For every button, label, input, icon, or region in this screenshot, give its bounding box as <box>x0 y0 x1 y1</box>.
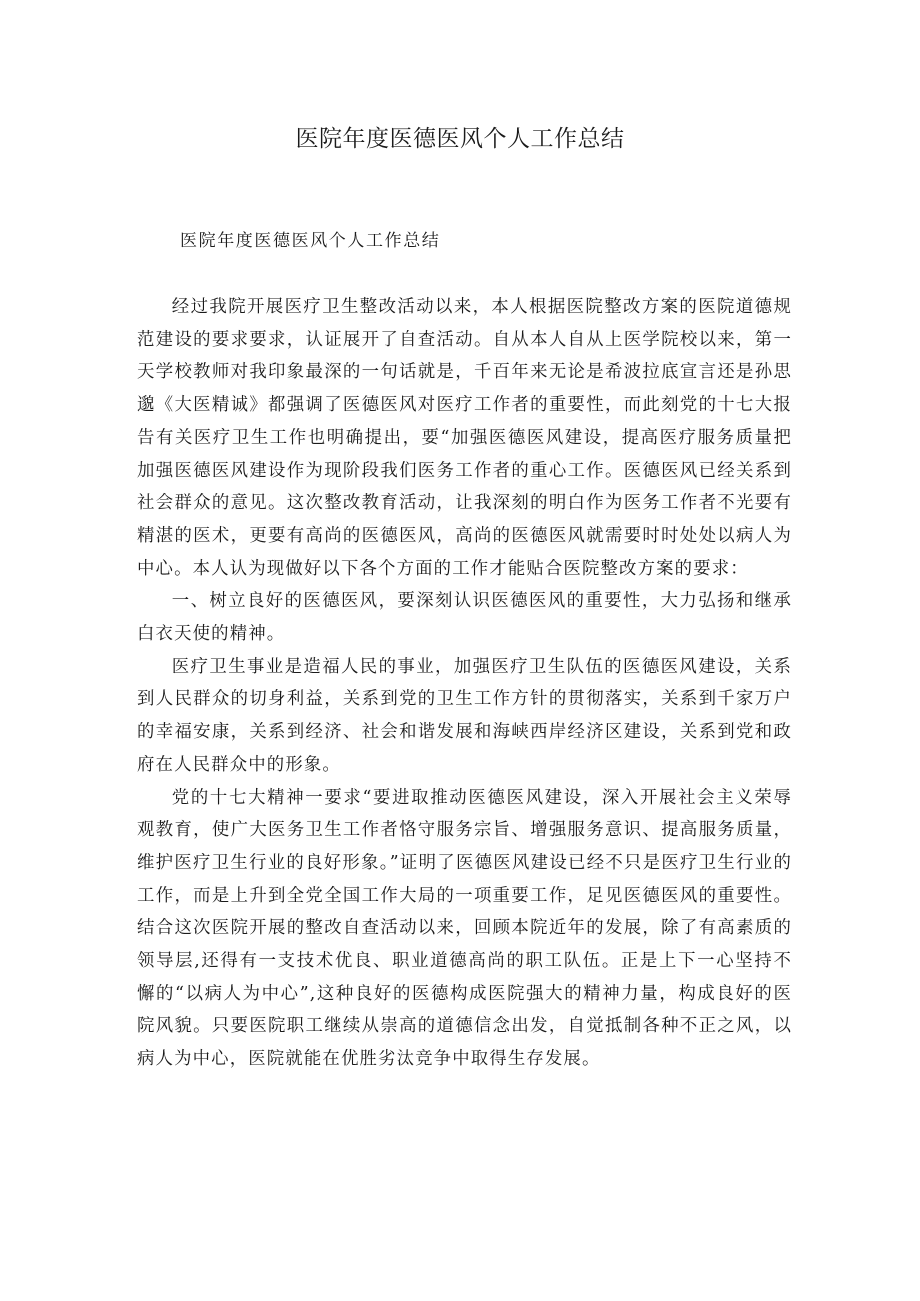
paragraph-section-one-heading: 一、树立良好的医德医风，要深刻认识医德医风的重要性，大力弘扬和继承白衣天使的精神。 <box>137 591 792 645</box>
paragraph-intro: 经过我院开展医疗卫生整改活动以来，本人根据医院整改方案的医院道德规范建设的要求要求，认证展开了自查活动。自从本人自从上医学院校以来，第一天学校教师对我印象最深的一句话就是，千百年来无论是希波拉底宣言还是孙思邈《大医精诚》都强调了医德医风对医疗工作者的重要性，而此刻党的十七大报告有关医疗卫生工作也明确提出，要“加强医德医风建设，提高医疗服务质量把加强医德医风建设作为现阶段我们医务工作者的重心工作。医德医风已经关系到社会群众的意见。这次整改教育活动，让我深刻的明白作为医务工作者不光要有精湛的医术，更要有高尚的医德医风，高尚的医德医风就需要时时处处以病人为中心。本人认为现做好以下各个方面的工作才能贴合医院整改方案的要求： <box>137 297 792 579</box>
document-body <box>137 291 792 1076</box>
paragraph-party-congress: 党的十七大精神一要求“要进取推动医德医风建设，深入开展社会主义荣辱观教育，使广大医务卫生工作者恪守服务宗旨、增强服务意识、提高服务质量，维护医疗卫生行业的良好形象。”证明了医德医风建设已经不只是医疗卫生行业的工作，而是上升到全党全国工作大局的一项重要工作，足见医德医风的重要性。结合这次医院开展的整改自查活动以来，回顾本院近年的发展，除了有高素质的领导层,还得有一支技术优良、职业道德高尚的职工队伍。正是上下一心坚持不懈的“以病人为中心”,这种良好的医德构成医院强大的精神力量，构成良好的医院风貌。只要医院职工继续从崇高的道德信念出发，自觉抵制各种不正之风，以病人为中心，医院就能在优胜劣汰竞争中取得生存发展。 <box>137 787 792 1070</box>
document-title: 医院年度医德医风个人工作总结 <box>295 126 625 152</box>
document-subtitle: 医院年度医德医风个人工作总结 <box>180 231 441 251</box>
paragraph-healthcare-mission: 医疗卫生事业是造福人民的事业，加强医疗卫生队伍的医德医风建设，关系到人民群众的切身利益，关系到党的卫生工作方针的贯彻落实，关系到千家万户的幸福安康，关系到经济、社会和谐发展和海峡西岸经济区建设，关系到党和政府在人民群众中的形象。 <box>137 656 792 775</box>
